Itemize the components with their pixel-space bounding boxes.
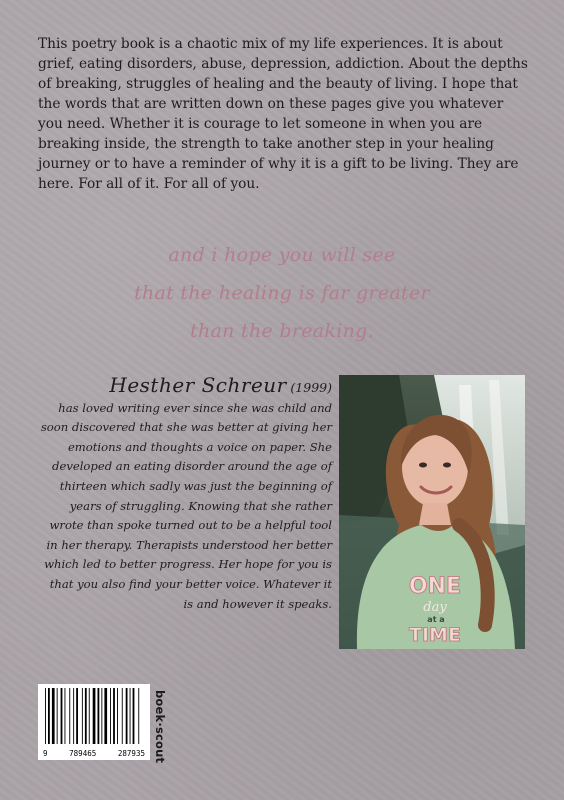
barcode-bar — [93, 688, 96, 744]
pull-quote — [0, 236, 564, 350]
barcode-digits — [43, 749, 145, 758]
barcode-bar — [61, 688, 63, 744]
barcode-bar — [133, 688, 135, 744]
barcode-bar — [65, 688, 66, 744]
barcode-bar — [110, 688, 111, 744]
barcode-bar — [85, 688, 87, 744]
barcode-bar — [73, 688, 74, 744]
author-photo — [339, 375, 525, 649]
barcode-bar — [122, 688, 123, 744]
barcode-digit-group-2: 287935 — [117, 749, 145, 758]
barcode-digit-prefix: 9 — [43, 749, 48, 758]
publisher-logo — [148, 690, 172, 762]
barcode-bar — [69, 688, 70, 744]
barcode-bars — [43, 688, 145, 744]
quote-line: and i hope you will see — [168, 244, 396, 266]
author-heading — [40, 373, 332, 399]
quote-line: than the breaking. — [190, 320, 374, 342]
isbn-barcode — [38, 684, 150, 760]
publisher-name: boek·scout — [153, 690, 167, 764]
back-cover-blurb: This poetry book is a chaotic mix of my life experiences. It is about grief, eating disorders, abuse, depression, addiction. About the depths of breaking, struggles of healing and the beauty of living. I hope that the words that are written down on these pages give you whatever you need. Whether it is courage to let someone in when you are breaking inside, the strength to take another step in your healing journey or to have a reminder of why it is a gift to be living. They are here. For all of it. For all of you. — [38, 36, 528, 192]
barcode-bar — [52, 688, 55, 744]
barcode-bar — [130, 688, 131, 744]
barcode-bar — [48, 688, 50, 744]
barcode-bar — [113, 688, 115, 744]
shirt-text-ata: at a — [427, 615, 445, 624]
barcode-digit-group-1: 789465 — [69, 749, 97, 758]
barcode-bar — [138, 688, 139, 744]
barcode-bar — [101, 688, 102, 744]
author-bio-text: has loved writing ever since she was child and soon discovered that she was better at giving her emotions and thoughts a voice on paper. She developed an eating disorder around the age of thirteen which sadly was just the beginning of years of struggling. Knowing that she rather wrote than spoke turned out to be a helpful tool in her therapy. Therapists understood her better which led to better progress. Her hope for you is that you also find your better voice. Whatever it is and however it speaks. — [40, 400, 332, 611]
barcode-bar — [57, 688, 58, 744]
shirt-text-day: day — [423, 600, 447, 615]
author-year: (1999) — [290, 380, 332, 395]
barcode-bar — [82, 688, 83, 744]
quote-line: that the healing is far greater — [134, 282, 430, 304]
author-bio — [40, 373, 332, 614]
barcode-bar — [98, 688, 100, 744]
shirt-text-one: ONE — [408, 574, 462, 599]
author-photo-illustration — [339, 375, 525, 649]
barcode-bar — [126, 688, 128, 744]
barcode-bar — [76, 688, 78, 744]
barcode-bar — [89, 688, 90, 744]
barcode-bar — [104, 688, 107, 744]
barcode-bar — [117, 688, 118, 744]
author-name: Hesther Schreur — [109, 373, 287, 397]
shirt-text-time: TIME — [409, 624, 461, 646]
barcode-bar — [45, 688, 46, 744]
